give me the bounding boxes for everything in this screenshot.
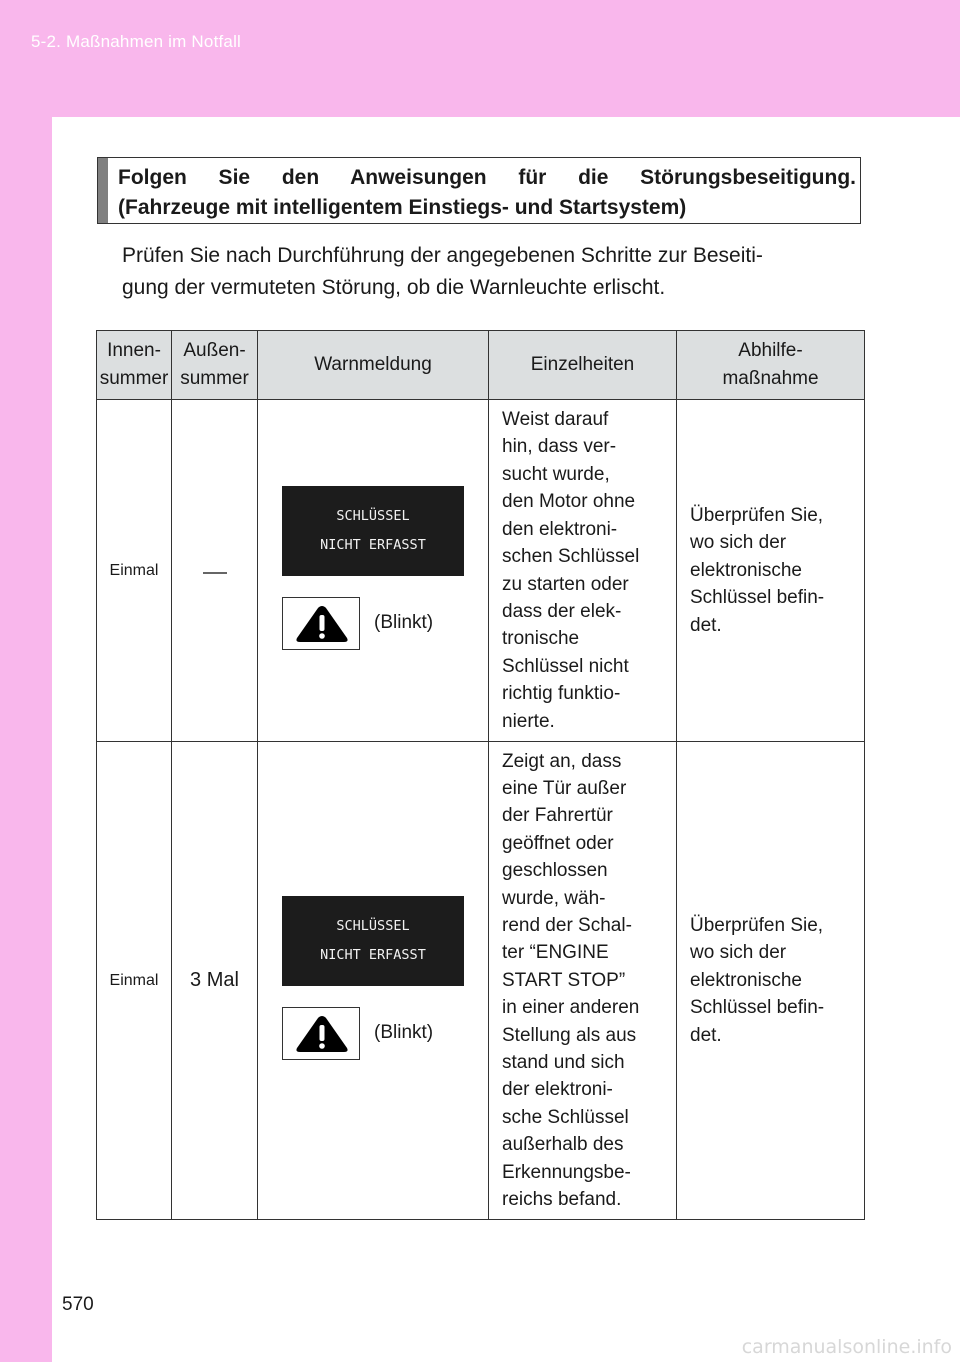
intro-paragraph xyxy=(122,240,862,304)
text-line: wurde, wäh- xyxy=(502,887,606,909)
notice-box xyxy=(97,157,861,224)
notice-accent-bar xyxy=(98,158,108,223)
text-line: Schlüssel befin- xyxy=(690,997,825,1019)
text-line: den elektroni- xyxy=(502,518,618,540)
details-cell xyxy=(489,742,677,1220)
outer-buzzer-cell xyxy=(172,400,258,742)
text-line: Überprüfen Sie, xyxy=(690,914,824,936)
header-details: Einzelheiten xyxy=(489,331,677,400)
text-line: geschlossen xyxy=(502,860,608,882)
display-text-line1: SCHLÜSSEL xyxy=(336,917,410,934)
header-remedy: Abhilfe- maßnahme xyxy=(677,331,865,400)
text-line: schen Schlüssel xyxy=(502,546,640,568)
text-line: reichs befand. xyxy=(502,1189,622,1211)
text-line: Überprüfen Sie, xyxy=(690,504,824,526)
header-inner-buzzer: Innen- summer xyxy=(97,331,172,400)
text-line: sche Schlüssel xyxy=(502,1106,629,1128)
blink-label: (Blinkt) xyxy=(374,611,434,633)
text-line: wo sich der xyxy=(690,532,787,554)
text-line: geöffnet oder xyxy=(502,832,614,854)
text-line: außerhalb des xyxy=(502,1134,624,1156)
notice-heading-line2: (Fahrzeuge mit intelligentem Einstiegs- und Startsystem) xyxy=(118,196,687,219)
warning-message-cell xyxy=(258,742,489,1220)
text-line: hin, dass ver- xyxy=(502,436,617,458)
text-line: der elektroni- xyxy=(502,1079,613,1101)
display-illustration xyxy=(258,486,488,656)
text-line: sucht wurde, xyxy=(502,463,610,485)
text-line: richtig funktio- xyxy=(502,683,621,705)
master-warning-icon xyxy=(282,597,360,650)
text-line: Weist darauf xyxy=(502,409,609,431)
master-warning-icon xyxy=(282,1007,360,1060)
text-line: wo sich der xyxy=(690,942,787,964)
text-line: elektronische xyxy=(690,559,802,581)
warning-table xyxy=(96,330,865,1220)
watermark: carmanualsonline.info xyxy=(741,1336,952,1358)
text-line: nierte. xyxy=(502,710,555,732)
header-warning-message: Warnmeldung xyxy=(258,331,489,400)
text-line: in einer anderen xyxy=(502,997,640,1019)
display-text-line2: NICHT ERFASST xyxy=(320,536,426,553)
inner-buzzer-cell: Einmal xyxy=(97,742,172,1220)
multi-info-display xyxy=(282,896,464,986)
intro-line: gung der vermuteten Störung, ob die Warnleuchte erlischt. xyxy=(122,276,666,299)
inner-buzzer-cell: Einmal xyxy=(97,400,172,742)
notice-heading-line1: Folgen Sie den Anweisungen für die Störungsbeseitigung. xyxy=(118,166,856,189)
warning-message-cell xyxy=(258,400,489,742)
table-header-row xyxy=(97,331,865,400)
header-band xyxy=(0,0,960,117)
table-row xyxy=(97,400,865,742)
details-cell xyxy=(489,400,677,742)
side-margin-band xyxy=(0,117,52,1362)
outer-buzzer-cell: 3 Mal xyxy=(172,742,258,1220)
text-line: elektronische xyxy=(690,969,802,991)
text-line: dass der elek- xyxy=(502,600,622,622)
text-line: Erkennungsbe- xyxy=(502,1161,631,1183)
multi-info-display xyxy=(282,486,464,576)
text-line: ter “ENGINE xyxy=(502,942,609,964)
text-line: rend der Schal- xyxy=(502,914,632,936)
text-line: Zeigt an, dass xyxy=(502,750,622,772)
text-line: Stellung als aus xyxy=(502,1024,637,1046)
remedy-cell xyxy=(677,400,865,742)
section-title: 5-2. Maßnahmen im Notfall xyxy=(31,32,242,51)
display-text-line2: NICHT ERFASST xyxy=(320,946,426,963)
text-line: stand und sich xyxy=(502,1052,625,1074)
remedy-cell xyxy=(677,742,865,1220)
text-line: eine Tür außer xyxy=(502,777,627,799)
text-line: det. xyxy=(690,1024,722,1046)
text-line: tronische xyxy=(502,628,580,650)
table-row xyxy=(97,742,865,1220)
header-outer-buzzer: Außen- summer xyxy=(172,331,258,400)
text-line: zu starten oder xyxy=(502,573,629,595)
text-line: der Fahrertür xyxy=(502,805,613,827)
text-line: Schlüssel nicht xyxy=(502,655,629,677)
text-line: det. xyxy=(690,614,722,636)
display-illustration xyxy=(258,896,488,1066)
text-line: START STOP” xyxy=(502,969,626,991)
text-line: den Motor ohne xyxy=(502,491,636,513)
intro-line: Prüfen Sie nach Durchführung der angegebenen Schritte zur Beseiti- xyxy=(122,244,763,267)
blink-label: (Blinkt) xyxy=(374,1021,434,1043)
page-number: 570 xyxy=(62,1294,94,1315)
dash-icon xyxy=(203,571,227,575)
display-text-line1: SCHLÜSSEL xyxy=(336,507,410,524)
text-line: Schlüssel befin- xyxy=(690,587,825,609)
